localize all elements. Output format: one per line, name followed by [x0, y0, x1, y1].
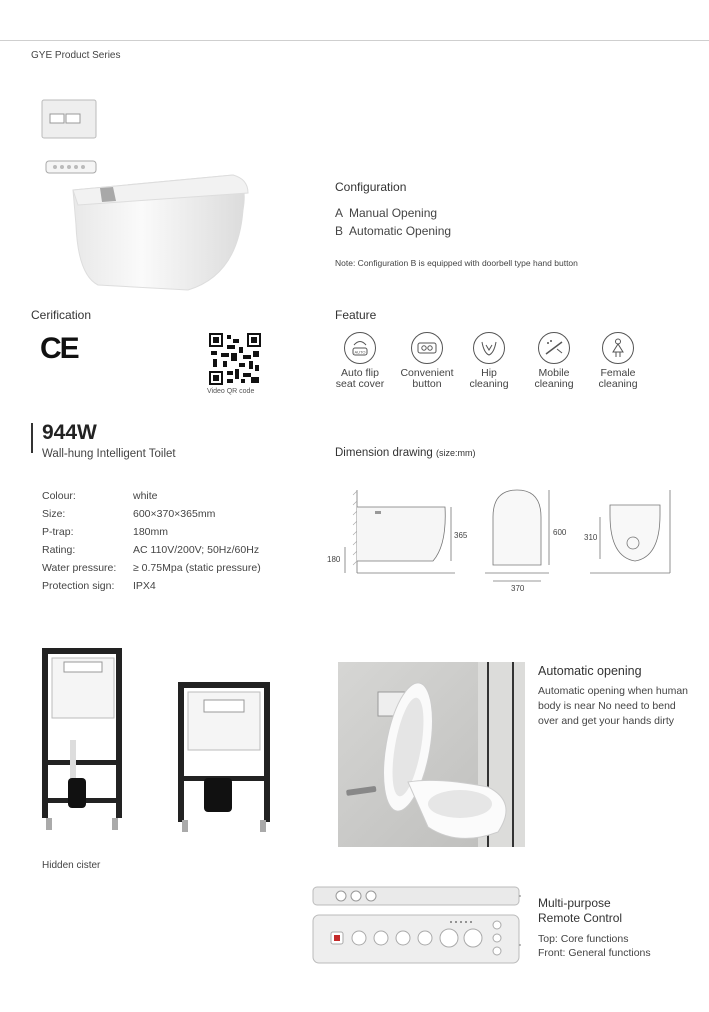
- remote-female-button: [374, 931, 388, 945]
- remote-hip-button: [352, 931, 366, 945]
- hidden-cistern-image: [38, 648, 283, 833]
- photo-bowl-rim: [428, 790, 492, 818]
- remote-title-line1: Multi-purpose: [538, 896, 611, 910]
- remote-front-panel: [313, 915, 519, 963]
- spec-key-ptrap: P-trap:: [42, 526, 74, 538]
- feature-mobile-cleaning: [523, 332, 585, 390]
- auto-opening-title: Automatic opening: [538, 664, 642, 678]
- qr-code[interactable]: [209, 333, 261, 385]
- remote-temp-dial: [464, 929, 482, 947]
- feature-label-line1: Auto flip: [341, 367, 379, 379]
- toilet-side-outline: [357, 507, 445, 561]
- config-option-b: B Automatic Opening: [335, 224, 452, 238]
- spec-value-water-pressure: ≥ 0.75Mpa (static pressure): [133, 562, 261, 574]
- toilet-front-outline: [493, 490, 541, 565]
- spec-key-water-pressure: Water pressure:: [42, 562, 117, 574]
- remote-control-image: [311, 885, 521, 967]
- remote-top-functions: Top: Core functions: [538, 933, 629, 945]
- feature-auto-flip: [329, 332, 391, 390]
- feature-label-line2: cleaning: [598, 378, 638, 390]
- product-hero-image: [38, 95, 253, 305]
- feature-title: Feature: [335, 308, 377, 322]
- dim-label-600: 600: [553, 528, 567, 537]
- feature-label-line2: cleaning: [469, 378, 509, 390]
- header-rule: [0, 40, 709, 41]
- auto-opening-description: Automatic opening when human body is near No need to bend over and get your hands dirty: [538, 685, 689, 727]
- certification-title: Cerification: [31, 308, 92, 322]
- series-title: GYE Product Series: [31, 50, 121, 61]
- spec-value-rating: AC 110V/200V; 50Hz/60Hz: [133, 544, 260, 556]
- auto-badge-text: AUTO: [354, 349, 366, 355]
- configuration-title: Configuration: [335, 180, 407, 194]
- feature-label-line2: cleaning: [534, 378, 574, 390]
- spec-value-protection: IPX4: [133, 580, 156, 592]
- feature-label-line1: Female: [600, 367, 636, 379]
- model-accent-bar: [31, 423, 33, 453]
- hidden-cister-caption: Hidden cister: [42, 860, 101, 871]
- remote-side-button-2: [493, 934, 501, 942]
- feature-convenient-button: [396, 332, 458, 390]
- feature-female-cleaning: [587, 332, 649, 390]
- spec-key-colour: Colour:: [42, 490, 76, 502]
- dim-label-365: 365: [454, 531, 468, 540]
- dim-label-180: 180: [327, 555, 341, 564]
- remote-top-button-3: [366, 891, 376, 901]
- auto-flip-icon: [344, 332, 376, 364]
- stop-icon: [334, 935, 340, 941]
- remote-dry-button: [396, 931, 410, 945]
- feature-hip-cleaning: [458, 332, 520, 390]
- remote-side-button-1: [493, 921, 501, 929]
- remote-top-button-2: [351, 891, 361, 901]
- button-icon: [411, 332, 443, 364]
- config-option-a: A Manual Opening: [335, 206, 438, 220]
- spec-key-rating: Rating:: [42, 544, 76, 556]
- model-subtitle: Wall-hung Intelligent Toilet: [42, 448, 176, 460]
- automatic-opening-photo: [338, 662, 525, 847]
- spec-value-ptrap: 180mm: [133, 526, 169, 538]
- qr-label: Video QR code: [207, 388, 255, 395]
- dimension-title-text: Dimension drawing: [335, 447, 433, 459]
- toilet-top-outline: [610, 505, 660, 561]
- remote-front-functions: Front: General functions: [538, 947, 651, 959]
- dimension-drawing: [325, 485, 700, 595]
- mobile-cleaning-icon: [538, 332, 570, 364]
- female-cleaning-icon: [602, 332, 634, 364]
- feature-label-line2: seat cover: [335, 378, 385, 390]
- configuration-note: Note: Configuration B is equipped with doorbell type hand button: [335, 258, 578, 268]
- spec-value-colour: white: [133, 490, 158, 502]
- remote-title: [538, 896, 622, 926]
- ce-mark: CE: [40, 332, 78, 365]
- remote-title-line2: Remote Control: [538, 911, 623, 925]
- remote-pressure-dial: [440, 929, 458, 947]
- feature-label-line2: button: [412, 378, 442, 390]
- spec-value-size: 600×370×365mm: [133, 508, 216, 520]
- feature-label-line1: Hip: [481, 367, 497, 379]
- cistern-frame-short: [178, 682, 270, 832]
- flush-button-left: [50, 114, 64, 123]
- dimension-unit: (size:mm): [436, 448, 476, 458]
- remote-side-button-3: [493, 947, 501, 955]
- side-band: [375, 511, 381, 514]
- dimension-title: [335, 447, 476, 459]
- dim-label-310: 310: [584, 533, 598, 542]
- model-number: 944W: [42, 421, 97, 444]
- flush-button-right: [66, 114, 80, 123]
- remote-mobile-button: [418, 931, 432, 945]
- spec-key-protection: Protection sign:: [42, 580, 115, 592]
- dim-label-370: 370: [511, 584, 525, 593]
- feature-label-line1: Mobile: [538, 367, 570, 379]
- hip-cleaning-icon: [473, 332, 505, 364]
- feature-label-line1: Convenient: [400, 367, 454, 379]
- remote-top-button-1: [336, 891, 346, 901]
- spec-key-size: Size:: [42, 508, 66, 520]
- cistern-frame-tall: [42, 648, 122, 830]
